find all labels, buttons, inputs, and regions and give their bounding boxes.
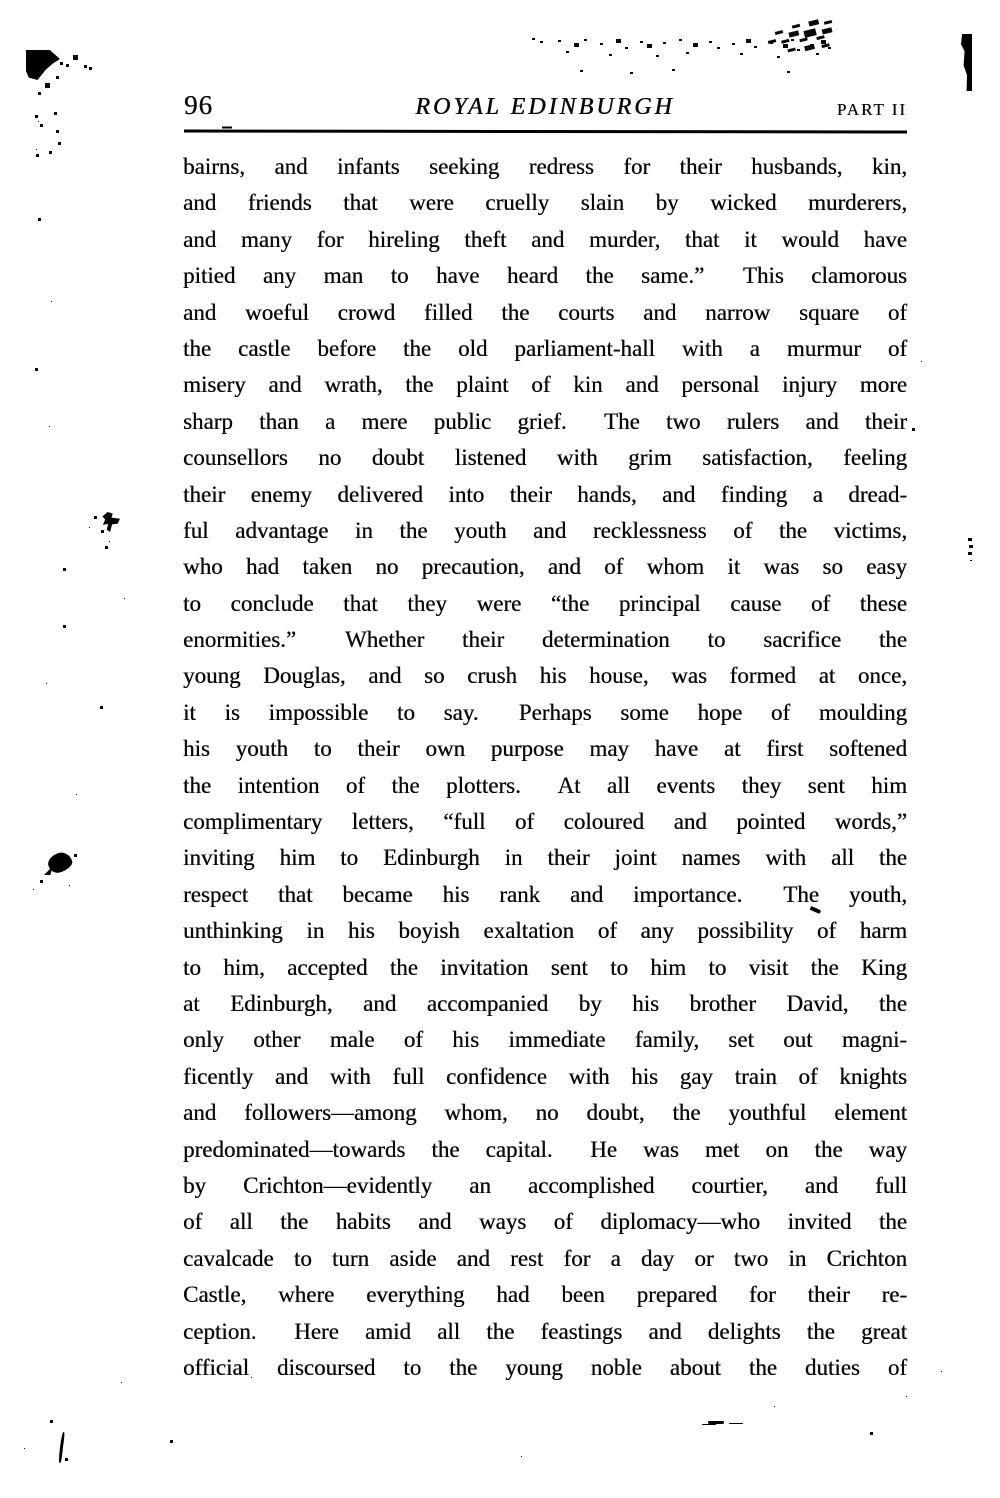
page-number: 96 [184, 90, 213, 120]
text-line: the castle before the old parliament-hall with a murmur of [183, 335, 907, 361]
speckle-smudge-top-right [768, 39, 776, 44]
speckle-smudge-top [532, 38, 535, 40]
text-line: misery and wrath, the plaint of kin and personal injury more [183, 372, 907, 398]
text-line: young Douglas, and so crush his house, was formed at once, [183, 663, 907, 689]
text-line: Castle, where everything had been prepared for their re- [183, 1282, 907, 1308]
text-line: to him, accepted the invitation sent to him to visit the King [183, 954, 907, 980]
text-line: by Crichton—evidently an accomplished courtier, and full [183, 1172, 907, 1198]
text-line: it is impossible to say. Perhaps some hope of moulding [183, 699, 907, 725]
text-line: his youth to their own purpose may have at first softened [183, 736, 907, 762]
dotted-mark-right-margin [968, 538, 972, 541]
text-line: respect that became his rank and importance. The youth, [183, 881, 907, 907]
text-line: enormities.” Whether their determination to sacrifice the [183, 627, 907, 653]
text-line: and friends that were cruelly slain by wicked murderers, [183, 190, 907, 216]
text-line: sharp than a mere public grief. The two rulers and their [183, 408, 907, 434]
ink-blot-top-left [26, 50, 60, 80]
text-line: complimentary letters, “full of coloured and pointed words,” [183, 809, 907, 835]
body-text [183, 149, 907, 1386]
text-line: bairns, and infants seeking redress for their husbands, kin, [183, 154, 907, 179]
text-line: pitied any man to have heard the same.” This clamorous [183, 263, 907, 289]
text-line: official discoursed to the young noble about the duties of [183, 1354, 907, 1380]
text-line: to conclude that they were “the principal cause of these [183, 590, 907, 616]
text-line: ficently and with full confidence with his gay train of knights [183, 1063, 907, 1089]
ink-blob-satellite-dots [40, 880, 43, 883]
header-rule [184, 129, 907, 133]
text-line: the intention of the plotters. At all events they sent him [183, 772, 907, 798]
text-line: counsellors no doubt listened with grim satisfaction, feeling [183, 445, 907, 471]
text-line: inviting him to Edinburgh in their joint names with all the [183, 845, 907, 871]
text-line: ful advantage in the youth and recklessness of the victims, [183, 517, 907, 543]
curve-mark-bottom-left [58, 1432, 65, 1463]
ink-bar-top-right [960, 34, 972, 91]
scratch-mark-dots [94, 516, 97, 519]
running-title: ROYAL EDINBURGH [415, 94, 675, 120]
dash-mark-bottom [708, 1421, 724, 1424]
text-line: only other male of his immediate family, set out magni- [183, 1027, 907, 1053]
text-line: unthinking in his boyish exaltation of any possibility of harm [183, 918, 907, 944]
text-line: and many for hireling theft and murder, that it would have [183, 226, 907, 252]
text-line: their enemy delivered into their hands, and finding a dread- [183, 481, 907, 507]
text-line: and followers—among whom, no doubt, the youthful element [183, 1100, 907, 1126]
text-line: at Edinburgh, and accompanied by his brother David, the [183, 990, 907, 1016]
part-label: PART II [836, 100, 907, 119]
text-line: cavalcade to turn aside and rest for a day or two in Crichton [183, 1245, 907, 1271]
text-line: predominated—towards the capital. He was met on the way [183, 1136, 907, 1162]
ink-speckle-fringe [60, 62, 63, 65]
text-line: ception. Here amid all the feastings and delights the great [183, 1318, 907, 1344]
text-line: of all the habits and ways of diplomacy—who invited the [183, 1209, 907, 1235]
scattered-specks [35, 115, 38, 118]
text-line: and woeful crowd filled the courts and narrow square of [183, 299, 907, 325]
scratch-mark-left-margin [101, 512, 120, 532]
text-line: who had taken no precaution, and of whom it was so easy [183, 554, 907, 580]
